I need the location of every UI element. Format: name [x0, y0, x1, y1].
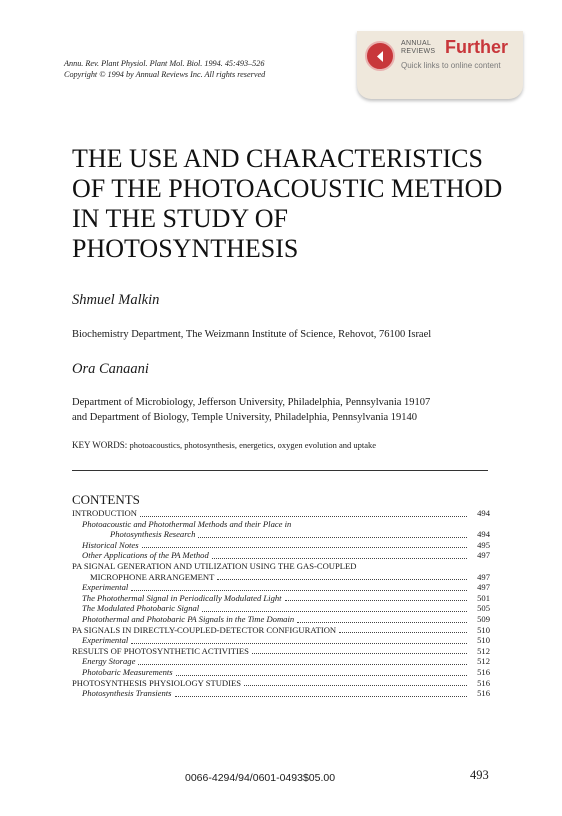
toc-entry[interactable]: The Modulated Photobaric Signal 505: [82, 603, 490, 614]
toc-entry[interactable]: Historical Notes 495: [82, 539, 490, 550]
toc-entry[interactable]: Experimental 497: [82, 582, 490, 593]
journal-copyright: Copyright © 1994 by Annual Reviews Inc. All rights reserved: [64, 70, 266, 79]
toc-entry[interactable]: Other Applications of the PA Method 497: [82, 550, 490, 561]
toc-entry[interactable]: Photoacoustic and Photothermal Methods and their Place in: [82, 518, 292, 529]
toc-entry[interactable]: INTRODUCTION 494: [72, 508, 490, 518]
title-line: PHOTOSYNTHESIS: [72, 234, 299, 263]
badge-annual-label: ANNUAL: [401, 40, 432, 47]
toc-entry[interactable]: Photosynthesis Transients 516: [82, 688, 490, 699]
page-number: 493: [470, 768, 489, 782]
toc-entry[interactable]: MICROPHONE ARRANGEMENT 497: [90, 571, 490, 582]
toc-entry[interactable]: RESULTS OF PHOTOSYNTHETIC ACTIVITIES 512: [72, 645, 490, 656]
toc-entry[interactable]: PA SIGNALS IN DIRECTLY-COUPLED-DETECTOR CONFIGURATION 510: [72, 624, 490, 635]
affiliation-line: and Department of Biology, Temple University, Philadelphia, Pennsylvania 19140: [72, 412, 418, 423]
table-of-contents: [72, 508, 490, 699]
toc-entry[interactable]: Energy Storage 512: [82, 656, 490, 667]
play-arrow-icon: [365, 41, 395, 71]
toc-entry[interactable]: The Photothermal Signal in Periodically Modulated Light 501: [82, 592, 490, 603]
badge-reviews-label: REVIEWS: [401, 47, 436, 55]
title-line: THE USE AND CHARACTERISTICS: [72, 144, 483, 173]
author-affiliation: Biochemistry Department, The Weizmann Institute of Science, Rehovot, 76100 Israel: [72, 329, 432, 340]
title-line: IN THE STUDY OF: [72, 204, 288, 233]
article-title: [72, 144, 512, 264]
badge-further-label: Further: [445, 37, 508, 57]
author-name: Ora Canaani: [72, 361, 149, 377]
further-links-badge[interactable]: [357, 31, 523, 99]
badge-annual-reviews: [401, 40, 435, 55]
contents-heading: CONTENTS: [72, 492, 140, 507]
author-affiliation: [72, 395, 430, 425]
toc-entry[interactable]: Photosynthesis Research 494: [110, 529, 490, 540]
toc-entry[interactable]: Photothermal and Photobaric PA Signals in the Time Domain 509: [82, 613, 490, 624]
journal-citation: Annu. Rev. Plant Physiol. Plant Mol. Biol. 1994. 45:493–526: [64, 59, 265, 68]
footer-article-code: 0066-4294/94/0601-0493$05.00: [185, 772, 336, 784]
journal-citation-block: [64, 58, 265, 80]
author-name: Shmuel Malkin: [72, 292, 160, 308]
badge-tagline: Quick links to online content: [401, 61, 501, 70]
toc-entry[interactable]: PHOTOSYNTHESIS PHYSIOLOGY STUDIES 516: [72, 677, 490, 688]
keywords: [72, 440, 376, 450]
title-line: OF THE PHOTOACOUSTIC METHOD: [72, 174, 503, 203]
section-divider: [72, 470, 488, 471]
keywords-label: KEY WORDS:: [72, 440, 128, 450]
affiliation-line: Department of Microbiology, Jefferson University, Philadelphia, Pennsylvania 19107: [72, 397, 431, 408]
toc-entry[interactable]: Photobaric Measurements 516: [82, 666, 490, 677]
toc-entry[interactable]: Experimental 510: [82, 635, 490, 646]
keywords-text: photoacoustics, photosynthesis, energetics, oxygen evolution and uptake: [129, 440, 377, 450]
toc-entry[interactable]: PA SIGNAL GENERATION AND UTILIZATION USING THE GAS-COUPLED: [72, 560, 357, 571]
